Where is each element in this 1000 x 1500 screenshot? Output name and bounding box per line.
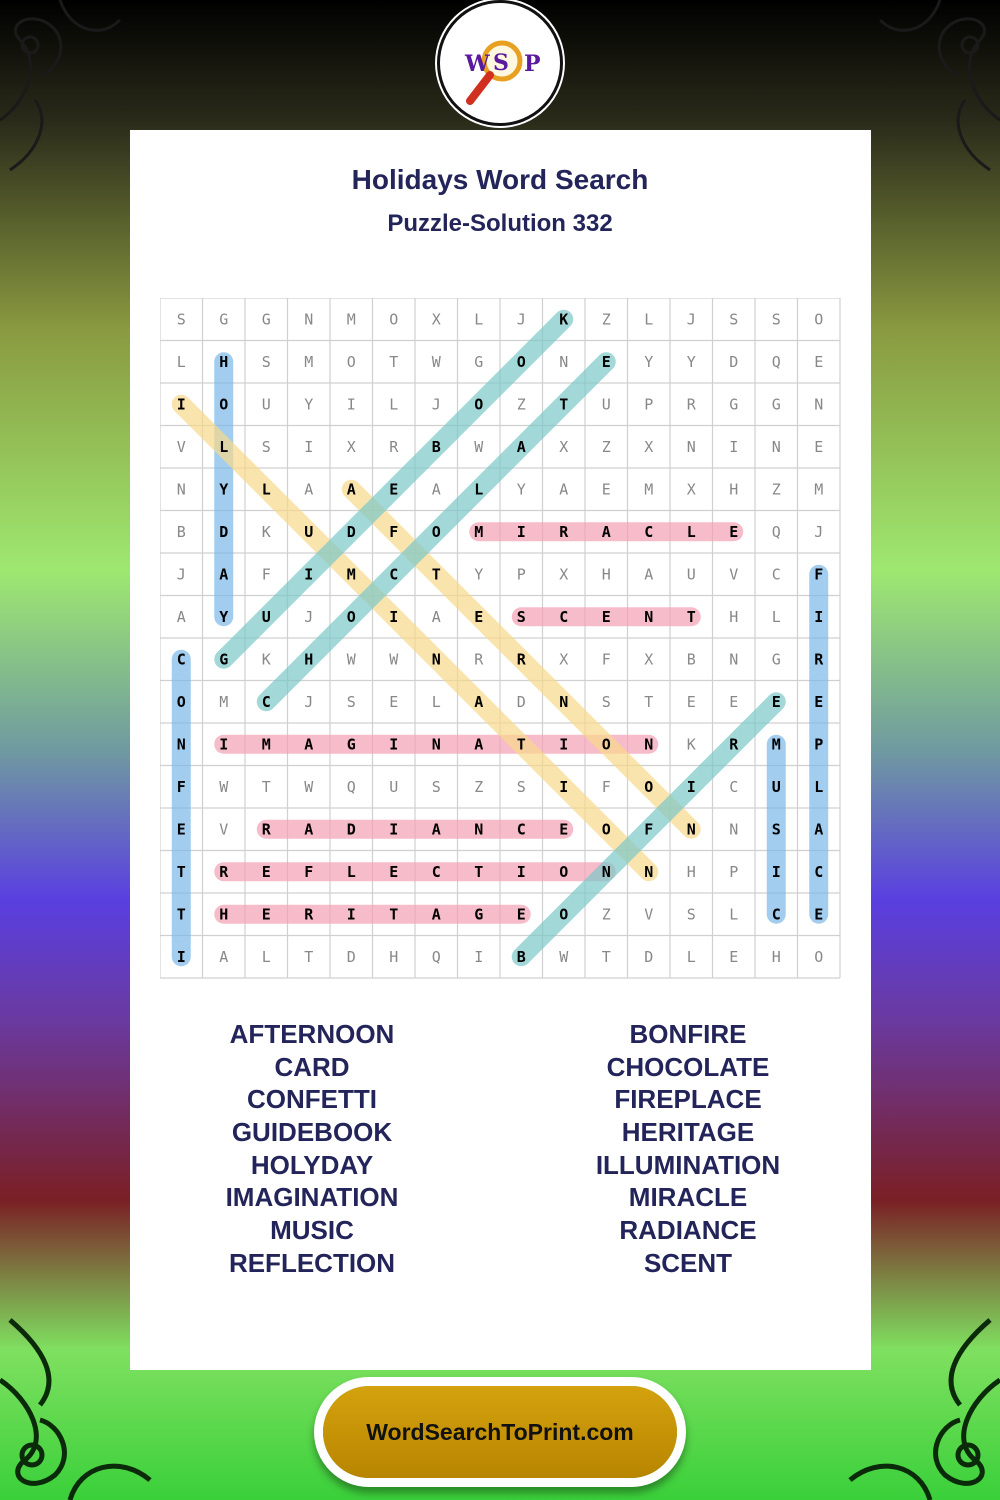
grid-letter: H — [219, 352, 229, 371]
grid-letter: S — [431, 777, 441, 796]
grid-letter: E — [389, 862, 399, 881]
grid-letter: X — [559, 437, 569, 456]
grid-letter: F — [644, 820, 654, 839]
grid-letter: C — [389, 565, 399, 584]
grid-letter: T — [176, 862, 186, 881]
grid-letter: C — [771, 565, 781, 584]
grid-letter: H — [601, 565, 611, 584]
grid-letter: L — [261, 947, 271, 966]
grid-letter: D — [346, 522, 356, 541]
grid-letter: F — [304, 862, 314, 881]
grid-letter: H — [729, 480, 739, 499]
grid-letter: M — [771, 735, 781, 754]
word-list-item: MIRACLE — [628, 1182, 748, 1213]
grid-letter: U — [771, 777, 781, 796]
grid-letter: A — [431, 905, 441, 924]
grid-letter: N — [431, 735, 441, 754]
grid-letter: Y — [686, 352, 696, 371]
grid-letter: C — [644, 522, 654, 541]
grid-letter: M — [644, 480, 654, 499]
grid-letter: S — [346, 692, 356, 711]
grid-letter: R — [729, 735, 739, 754]
grid-letter: N — [686, 437, 696, 456]
grid-letter: L — [346, 862, 356, 881]
grid-letter: L — [474, 480, 484, 499]
grid-letter: M — [219, 692, 229, 711]
grid-letter: S — [261, 352, 271, 371]
grid-letter: G — [219, 310, 229, 329]
grid-letter: O — [219, 395, 229, 414]
grid-letter: E — [729, 522, 739, 541]
grid-letter: I — [389, 735, 399, 754]
grid-letter: T — [559, 395, 569, 414]
grid-letter: Z — [474, 777, 484, 796]
grid-letter: A — [431, 607, 441, 626]
grid-letter: E — [771, 692, 781, 711]
grid-letter: J — [304, 607, 314, 626]
grid-letter: E — [814, 692, 824, 711]
word-list-item: REFLECTION — [228, 1247, 396, 1278]
grid-letter: Q — [431, 947, 441, 966]
grid-letter: U — [686, 565, 696, 584]
grid-letter: K — [261, 522, 271, 541]
grid-letter: W — [389, 650, 399, 669]
grid-letter: D — [346, 947, 356, 966]
grid-letter: H — [389, 947, 399, 966]
grid-letter: G — [771, 395, 781, 414]
grid-letter: R — [304, 905, 314, 924]
logo-letter-p: P — [524, 51, 541, 77]
grid-letter: R — [474, 650, 484, 669]
grid-letter: I — [559, 735, 569, 754]
grid-letter: V — [219, 820, 229, 839]
grid-letter: S — [771, 820, 781, 839]
grid-letter: C — [176, 650, 186, 669]
logo-letter-w: W — [465, 51, 490, 77]
word-list-item: GUIDEBOOK — [231, 1117, 393, 1148]
grid-letter: W — [346, 650, 356, 669]
grid-letter: O — [559, 905, 569, 924]
word-list-item: BONFIRE — [629, 1019, 747, 1049]
word-list-item: FIREPLACE — [614, 1084, 762, 1115]
grid-letter: K — [559, 310, 569, 329]
grid-letter: R — [559, 522, 569, 541]
grid-letter: T — [431, 565, 441, 584]
grid-letter: W — [219, 777, 229, 796]
grid-letter: Q — [346, 777, 356, 796]
grid-letter: W — [559, 947, 569, 966]
grid-letter: A — [814, 820, 824, 839]
grid-letter: O — [431, 522, 441, 541]
grid-letter: P — [516, 565, 526, 584]
grid-letter: Z — [601, 310, 611, 329]
grid-letter: A — [304, 735, 314, 754]
word-list-item: HERITAGE — [621, 1117, 755, 1148]
grid-letter: E — [729, 692, 739, 711]
grid-letter: C — [431, 862, 441, 881]
grid-letter: T — [389, 905, 399, 924]
grid-letter: L — [431, 692, 441, 711]
grid-letter: X — [644, 437, 654, 456]
grid-letter: E — [686, 692, 696, 711]
grid-letter: L — [644, 310, 654, 329]
grid-letter: Z — [771, 480, 781, 499]
grid-letter: I — [771, 862, 781, 881]
grid-letter: I — [729, 437, 739, 456]
grid-letter: A — [559, 480, 569, 499]
grid-letter: R — [814, 650, 824, 669]
grid-letter: F — [261, 565, 271, 584]
grid-letter: M — [474, 522, 484, 541]
grid-letter: N — [814, 395, 824, 414]
word-list-item: RADIANCE — [619, 1215, 757, 1246]
grid-letter: P — [729, 862, 739, 881]
grid-letter: N — [601, 862, 611, 881]
grid-letter: I — [219, 735, 229, 754]
grid-letter: A — [601, 522, 611, 541]
grid-letter: L — [261, 480, 271, 499]
grid-letter: N — [686, 820, 696, 839]
grid-letter: R — [686, 395, 696, 414]
grid-letter: C — [516, 820, 526, 839]
grid-letter: M — [346, 310, 356, 329]
grid-letter: T — [686, 607, 696, 626]
grid-letter: R — [261, 820, 271, 839]
grid-letter: A — [516, 437, 526, 456]
grid-letter: I — [389, 607, 399, 626]
grid-letter: Q — [771, 352, 781, 371]
grid-letter: J — [176, 565, 186, 584]
grid-letter: E — [474, 607, 484, 626]
grid-letter: E — [814, 352, 824, 371]
grid-letter: J — [686, 310, 696, 329]
grid-letter: R — [219, 862, 229, 881]
site-link-button[interactable] — [323, 1386, 677, 1478]
grid-letter: N — [559, 692, 569, 711]
grid-letter: L — [686, 522, 696, 541]
grid-letter: Y — [219, 480, 229, 499]
grid-letter: M — [304, 352, 314, 371]
grid-letter: M — [346, 565, 356, 584]
grid-letter: I — [346, 395, 356, 414]
grid-letter: Z — [601, 905, 611, 924]
word-list-item: ILLUMINATION — [595, 1149, 781, 1180]
grid-letter: L — [176, 352, 186, 371]
grid-letter: E — [261, 862, 271, 881]
logo-letter-s: S — [493, 50, 509, 76]
grid-letter: X — [346, 437, 356, 456]
word-list-item: CHOCOLATE — [606, 1051, 770, 1082]
grid-letter: O — [346, 352, 356, 371]
grid-letter: U — [601, 395, 611, 414]
word-search-grid — [160, 298, 841, 979]
grid-letter: T — [601, 947, 611, 966]
grid-letter: F — [601, 777, 611, 796]
grid-letter: G — [346, 735, 356, 754]
word-list-right — [538, 1018, 838, 1280]
grid-letter: C — [559, 607, 569, 626]
grid-letter: S — [516, 607, 526, 626]
grid-letter: Y — [474, 565, 484, 584]
grid-letter: I — [516, 522, 526, 541]
grid-letter: H — [771, 947, 781, 966]
grid-letter: E — [389, 480, 399, 499]
grid-letter: N — [729, 650, 739, 669]
grid-letter: T — [304, 947, 314, 966]
grid-letter: O — [814, 310, 824, 329]
grid-letter: M — [814, 480, 824, 499]
grid-letter: I — [389, 820, 399, 839]
grid-letter: G — [261, 310, 271, 329]
grid-letter: N — [644, 607, 654, 626]
grid-letter: R — [516, 650, 526, 669]
grid-letter: S — [261, 437, 271, 456]
grid-letter: B — [431, 437, 441, 456]
grid-letter: F — [389, 522, 399, 541]
grid-letter: N — [304, 310, 314, 329]
word-list-item: AFTERNOON — [229, 1019, 395, 1049]
grid-letter: A — [644, 565, 654, 584]
grid-letter: B — [516, 947, 526, 966]
grid-letter: L — [729, 905, 739, 924]
grid-letter: L — [474, 310, 484, 329]
grid-letter: X — [431, 310, 441, 329]
grid-letter: O — [516, 352, 526, 371]
grid-letter: O — [601, 820, 611, 839]
grid-letter: N — [176, 735, 186, 754]
grid-letter: I — [304, 437, 314, 456]
grid-letter: N — [644, 735, 654, 754]
grid-letter: S — [176, 310, 186, 329]
grid-letter: G — [771, 650, 781, 669]
grid-letter: G — [219, 650, 229, 669]
grid-letter: F — [814, 565, 824, 584]
grid-letter: S — [686, 905, 696, 924]
grid-letter: V — [644, 905, 654, 924]
grid-letter: S — [729, 310, 739, 329]
grid-letter: X — [686, 480, 696, 499]
grid-letter: C — [261, 692, 271, 711]
wsp-logo[interactable] — [437, 0, 563, 126]
grid-letter: O — [644, 777, 654, 796]
grid-letter: I — [346, 905, 356, 924]
grid-letter: A — [304, 480, 314, 499]
grid-letter: J — [304, 692, 314, 711]
grid-letter: E — [729, 947, 739, 966]
grid-letter: Z — [516, 395, 526, 414]
grid-letter: T — [474, 862, 484, 881]
page-title: Holidays Word Search — [351, 164, 649, 195]
grid-letter: A — [176, 607, 186, 626]
grid-letter: T — [644, 692, 654, 711]
grid-letter: N — [176, 480, 186, 499]
grid-letter: O — [346, 607, 356, 626]
grid-letter: O — [559, 862, 569, 881]
grid-letter: A — [431, 820, 441, 839]
word-list-left — [162, 1018, 462, 1280]
grid-letter: L — [219, 437, 229, 456]
grid-letter: M — [261, 735, 271, 754]
grid-letter: V — [176, 437, 186, 456]
grid-letter: N — [729, 820, 739, 839]
grid-letter: H — [729, 607, 739, 626]
grid-letter: J — [431, 395, 441, 414]
grid-letter: Q — [771, 522, 781, 541]
grid-letter: E — [516, 905, 526, 924]
grid-letter: A — [219, 565, 229, 584]
grid-letter: T — [176, 905, 186, 924]
grid-letter: D — [644, 947, 654, 966]
grid-letter: L — [686, 947, 696, 966]
page-subtitle: Puzzle-Solution 332 — [387, 210, 613, 237]
grid-letter: U — [261, 395, 271, 414]
grid-letter: W — [431, 352, 441, 371]
grid-letter: X — [644, 650, 654, 669]
grid-letter: E — [261, 905, 271, 924]
grid-letter: H — [686, 862, 696, 881]
site-link-label: WordSearchToPrint.com — [366, 1418, 634, 1445]
grid-letter: B — [686, 650, 696, 669]
grid-letter: O — [389, 310, 399, 329]
grid-letter: D — [346, 820, 356, 839]
grid-letter: F — [176, 777, 186, 796]
grid-letter: U — [389, 777, 399, 796]
grid-letter: V — [729, 565, 739, 584]
grid-letter: A — [431, 480, 441, 499]
grid-letter: O — [474, 395, 484, 414]
grid-letter: E — [601, 607, 611, 626]
word-list-item: HOLYDAY — [250, 1149, 374, 1180]
grid-letter: T — [389, 352, 399, 371]
grid-letter: C — [729, 777, 739, 796]
grid-letter: F — [601, 650, 611, 669]
word-list-item: SCENT — [643, 1247, 733, 1278]
grid-letter: T — [261, 777, 271, 796]
grid-letter: I — [304, 565, 314, 584]
grid-letter: E — [814, 437, 824, 456]
grid-letter: O — [814, 947, 824, 966]
grid-letter: A — [474, 735, 484, 754]
grid-letter: B — [176, 522, 186, 541]
grid-letter: N — [474, 820, 484, 839]
magnifier-icon — [440, 3, 560, 123]
grid-letter: E — [389, 692, 399, 711]
word-list-item: MUSIC — [270, 1215, 354, 1246]
word-list-item: CARD — [274, 1051, 350, 1082]
grid-letter: L — [389, 395, 399, 414]
grid-letter: O — [176, 692, 186, 711]
grid-letter: H — [304, 650, 314, 669]
grid-letter: S — [601, 692, 611, 711]
grid-letter: I — [176, 947, 186, 966]
grid-letter: I — [516, 862, 526, 881]
grid-letter: G — [474, 905, 484, 924]
grid-letter: P — [814, 735, 824, 754]
grid-letter: N — [644, 862, 654, 881]
grid-letter: A — [304, 820, 314, 839]
grid-letter: H — [219, 905, 229, 924]
grid-letter: G — [729, 395, 739, 414]
grid-letter: W — [474, 437, 484, 456]
grid-letter: J — [516, 310, 526, 329]
grid-letter: X — [559, 650, 569, 669]
grid-letter: X — [559, 565, 569, 584]
grid-letter: S — [516, 777, 526, 796]
grid-letter: Y — [516, 480, 526, 499]
grid-letter: R — [389, 437, 399, 456]
grid-letter: J — [814, 522, 824, 541]
grid-letter: N — [771, 437, 781, 456]
word-list-item: CONFETTI — [247, 1084, 377, 1115]
grid-letter: A — [346, 480, 356, 499]
grid-letter: D — [729, 352, 739, 371]
grid-letter: Z — [601, 437, 611, 456]
grid-letter: I — [474, 947, 484, 966]
grid-letter: O — [601, 735, 611, 754]
grid-letter: E — [559, 820, 569, 839]
grid-letter: W — [304, 777, 314, 796]
grid-letter: K — [686, 735, 696, 754]
word-list-item: IMAGINATION — [225, 1182, 399, 1213]
grid-letter: Y — [644, 352, 654, 371]
grid-letter: D — [219, 522, 229, 541]
grid-letter: L — [814, 777, 824, 796]
grid-letter: I — [814, 607, 824, 626]
grid-letter: A — [219, 947, 229, 966]
grid-letter: D — [516, 692, 526, 711]
grid-letter: G — [474, 352, 484, 371]
grid-letter: I — [559, 777, 569, 796]
grid-letter: Y — [304, 395, 314, 414]
grid-letter: U — [261, 607, 271, 626]
grid-letter: I — [176, 395, 186, 414]
grid-letter: K — [261, 650, 271, 669]
grid-letter: E — [601, 352, 611, 371]
grid-letter: E — [176, 820, 186, 839]
grid-letter: T — [516, 735, 526, 754]
grid-letter: N — [431, 650, 441, 669]
grid-letter: L — [771, 607, 781, 626]
grid-letter: P — [644, 395, 654, 414]
grid-letter: Y — [219, 607, 229, 626]
grid-letter: E — [601, 480, 611, 499]
grid-letter: N — [559, 352, 569, 371]
grid-letter: C — [814, 862, 824, 881]
grid-letter: U — [304, 522, 314, 541]
grid-letter: E — [814, 905, 824, 924]
grid-letter: C — [771, 905, 781, 924]
grid-letter: S — [771, 310, 781, 329]
grid-letter: A — [474, 692, 484, 711]
grid-letter: I — [686, 777, 696, 796]
